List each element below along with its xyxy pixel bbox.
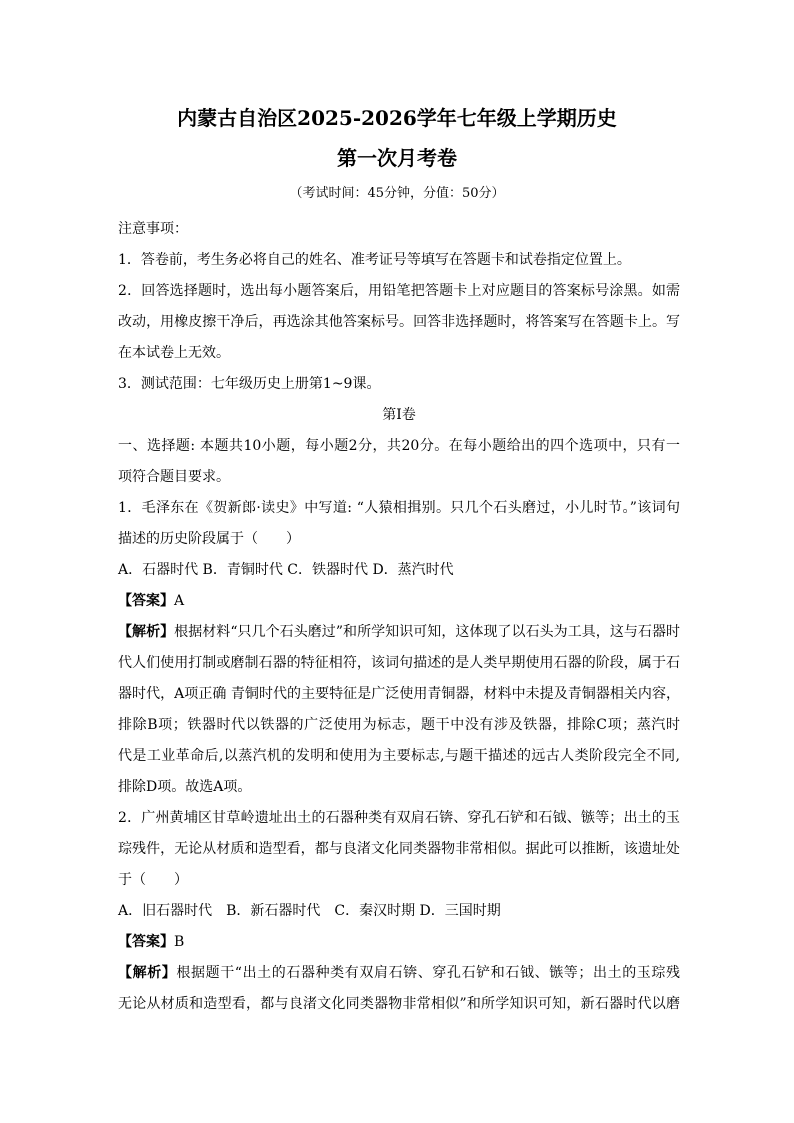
question-2-analysis-line-2: 无论从材质和造型看，都与良渚文化同类器物非常相似”和所学知识可知，新石器时代以磨 (118, 996, 680, 1012)
question-1-analysis-line-6: 排除D项。故选A项。 (118, 779, 252, 795)
exam-title-line2: 第一次月考卷 (337, 146, 457, 170)
exam-info: （考试时间：45分钟，分值：50分） (289, 186, 505, 201)
notice-item-2-line-2: 改动，用橡皮擦干净后，再选涂其他答案标号。回答非选择题时，将答案写在答题卡上。写 (118, 314, 680, 330)
exam-body (118, 214, 680, 1020)
analysis-text: 根据题干“出土的石器种类有双肩石锛、穿孔石铲和石钺、镞等；出土的玉琮残 (176, 965, 680, 981)
answer-label: 【答案】 (118, 593, 174, 609)
notice-item-1: 1．答卷前，考生务必将自己的姓名、准考证号等填写在答题卡和试卷指定位置上。 (118, 252, 631, 268)
question-2-analysis-line-1 (118, 958, 680, 989)
analysis-text: 根据材料“只几个石头磨过”和所学知识可知，这体现了以石头为工具，这与石器时 (174, 624, 680, 640)
answer-value: A (174, 593, 185, 609)
section-intro-line-1: 一、选择题: 本题共10小题，每小题2分，共20分。在每小题给出的四个选项中，只有一 (118, 438, 680, 454)
notice-heading: 注意事项： (118, 221, 188, 237)
question-1-stem-line-1: 1．毛泽东在《贺新郎·读史》中写道: “人猿相揖别。只几个石头磨过，小儿时节。”该词句 (118, 500, 680, 516)
question-1-analysis-line-2: 代人们使用打制或磨制石器的特征相符，该词句描述的是人类早期使用石器的阶段，属于石 (118, 655, 680, 671)
question-1-answer (118, 586, 680, 617)
answer-value: B (174, 934, 185, 950)
exam-title-line1: 内蒙古自治区2025-2026学年七年级上学期历史 (177, 106, 617, 130)
analysis-label: 【解析】 (118, 965, 177, 981)
notice-item-3: 3．测试范围：七年级历史上册第1~9课。 (118, 376, 381, 392)
question-2-answer (118, 927, 680, 958)
analysis-label: 【解析】 (118, 624, 175, 640)
question-1-stem-line-2: 描述的历史阶段属于（ ） (118, 531, 300, 547)
answer-label: 【答案】 (118, 934, 174, 950)
question-1-analysis-line-4: 排除B项；铁器时代以铁器的广泛使用为标志，题干中没有涉及铁器，排除C项；蒸汽时 (118, 717, 680, 733)
volume-label: 第Ⅰ卷 (382, 407, 416, 423)
question-1-analysis-line-5: 代是工业革命后,以蒸汽机的发明和使用为主要标志,与题干描述的远古人类阶段完全不同, (118, 748, 680, 764)
question-2-stem-line-2: 琮残件，无论从材质和造型看，都与良渚文化同类器物非常相似。据此可以推断，该遗址处 (118, 841, 680, 857)
question-2-stem-line-1: 2．广州黄埔区甘草岭遗址出土的石器种类有双肩石锛、穿孔石铲和石钺、镞等；出土的玉 (118, 810, 680, 826)
question-2-stem-line-3: 于（ ） (118, 872, 188, 888)
question-1-analysis-line-1 (118, 617, 680, 648)
notice-item-2-line-1: 2．回答选择题时，选出每小题答案后，用铅笔把答题卡上对应题目的答案标号涂黑。如需 (118, 283, 680, 299)
notice-item-2-line-3: 在本试卷上无效。 (118, 345, 230, 361)
question-1-options: A．石器时代 B．青铜时代 C．铁器时代 D．蒸汽时代 (118, 562, 454, 578)
section-intro-line-2: 项符合题目要求。 (118, 469, 230, 485)
question-2-options: A．旧石器时代 B．新石器时代 C．秦汉时期 D．三国时期 (118, 903, 501, 919)
question-1-analysis-line-3: 器时代，A项正确 青铜时代的主要特征是广泛使用青铜器，材料中未提及青铜器相关内容， (118, 686, 680, 702)
